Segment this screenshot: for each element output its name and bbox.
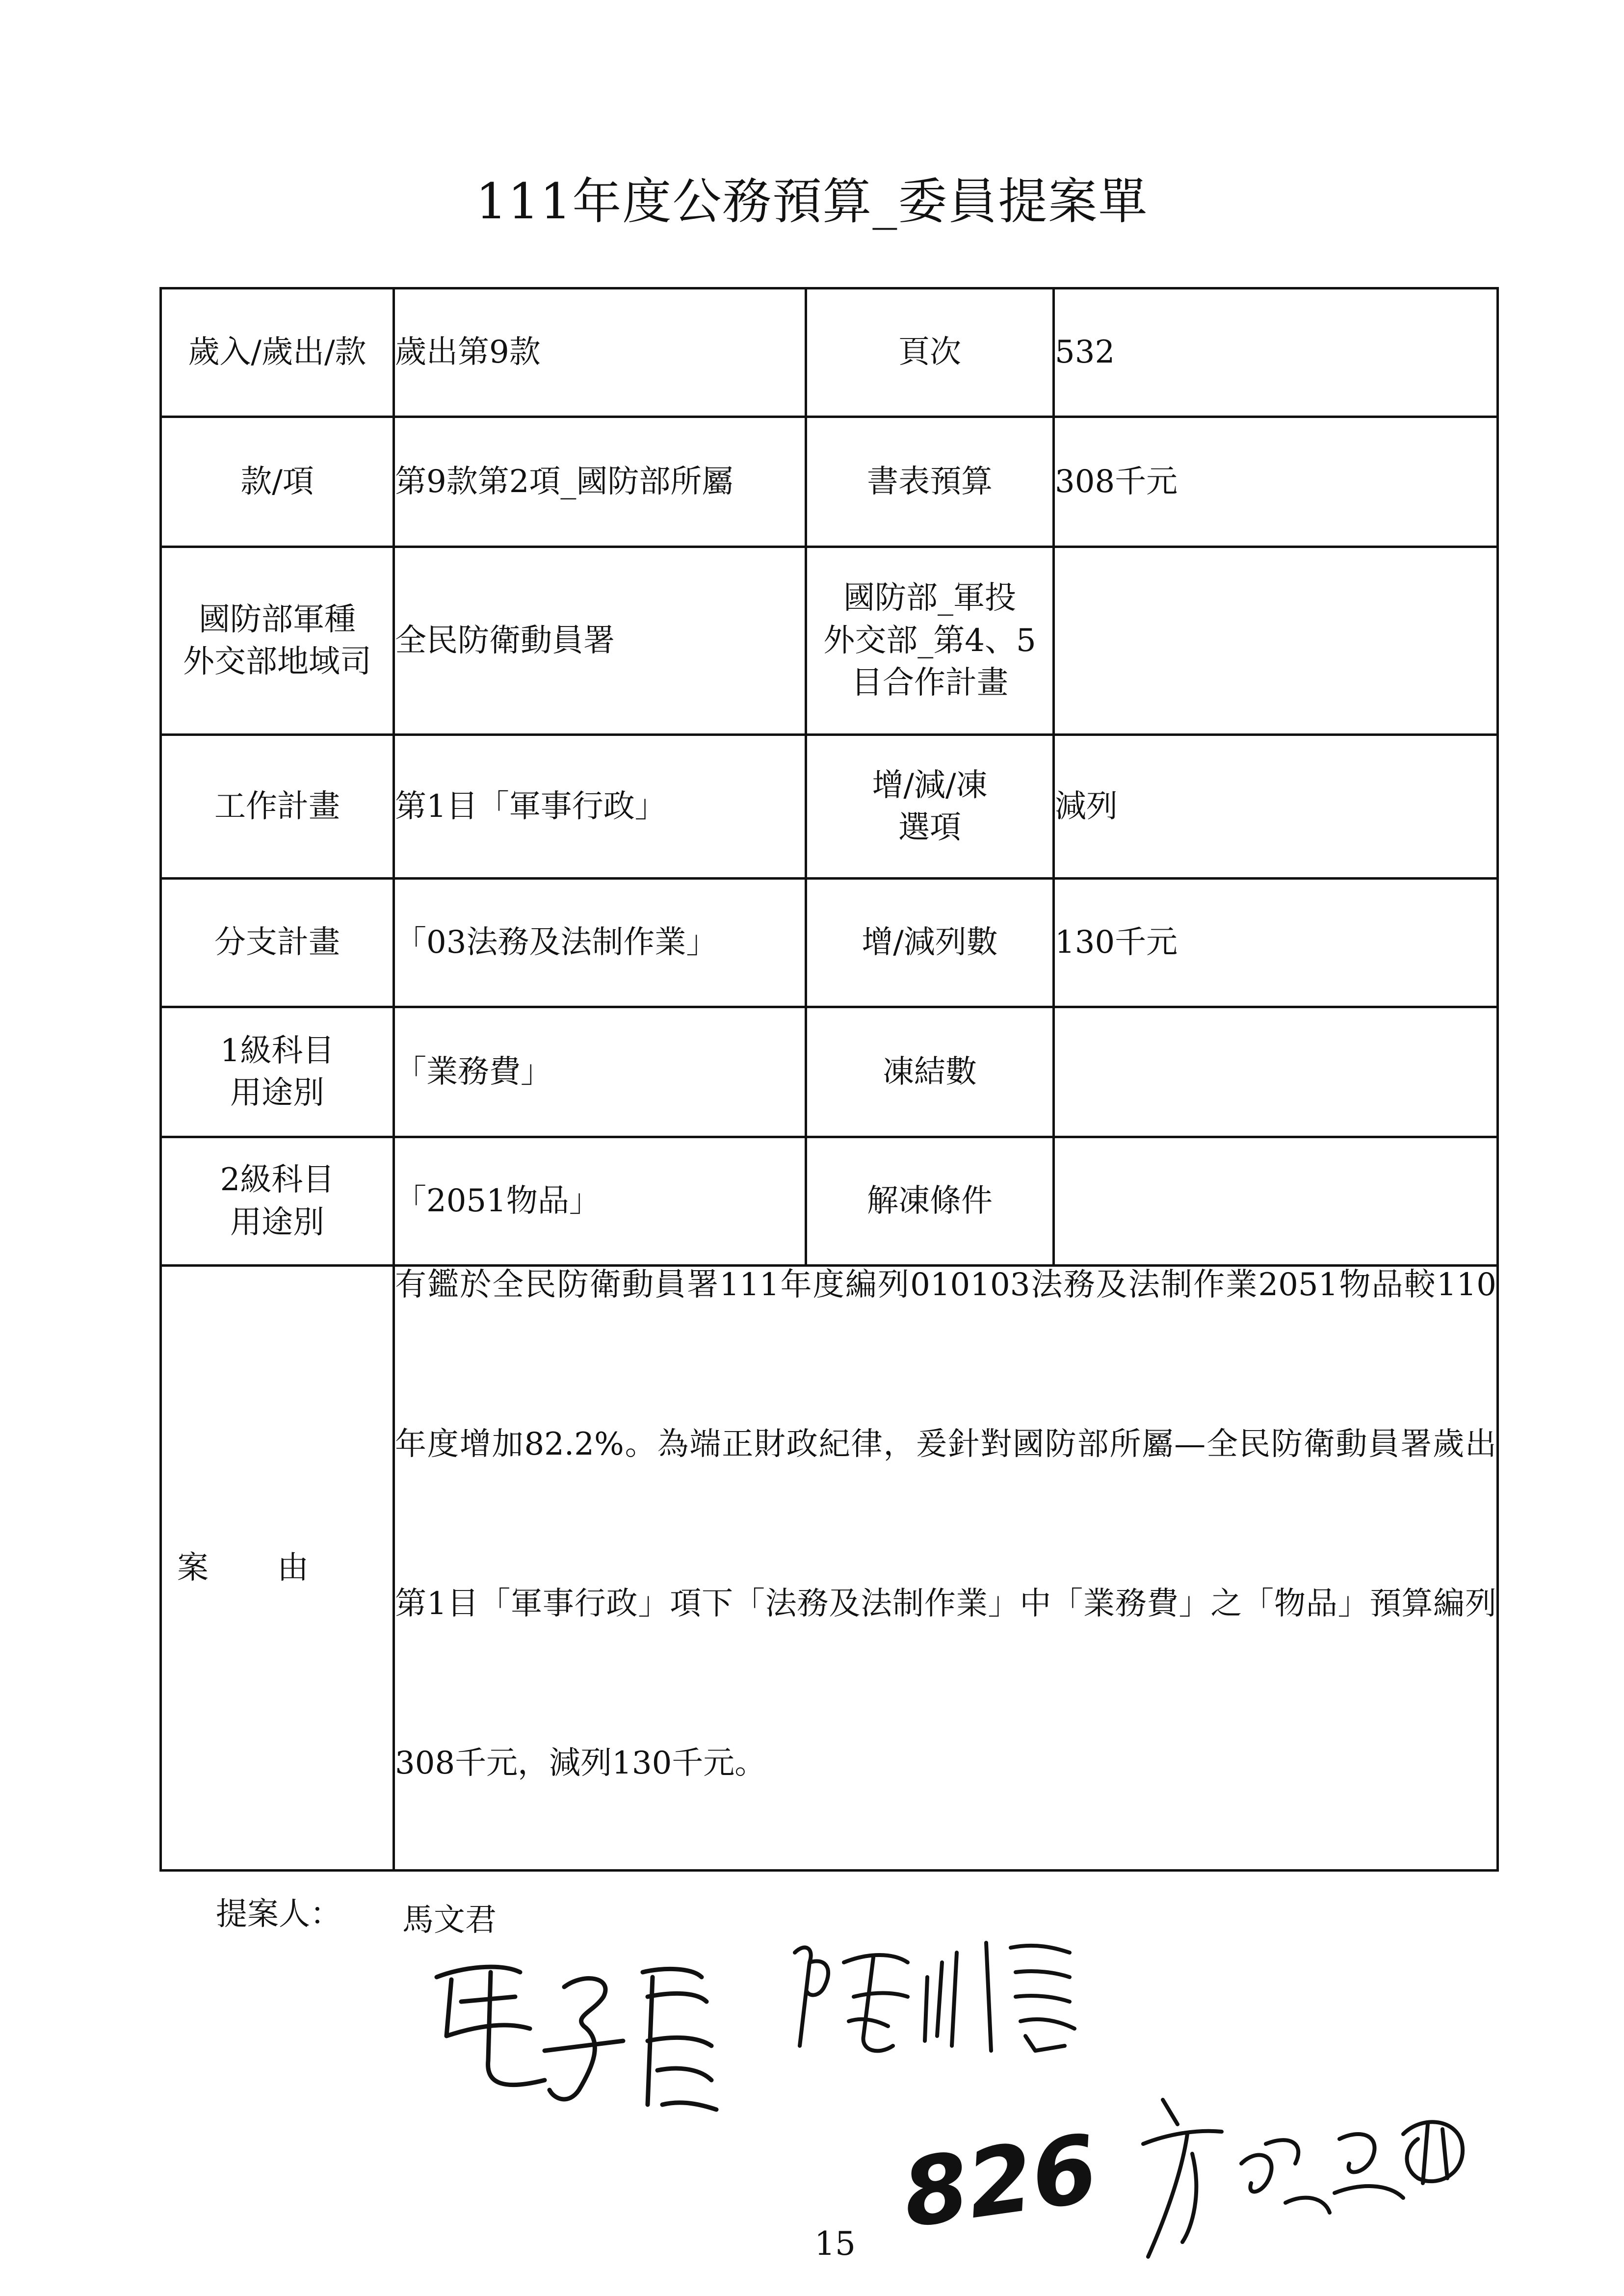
label-agency (161, 547, 394, 735)
table-row (161, 417, 1498, 547)
label-line: 國防部軍種 (199, 601, 356, 638)
value-book-budget: 308千元 (1054, 417, 1498, 547)
label-line: 1級科目 (220, 1032, 335, 1069)
label-line: 用途別 (230, 1204, 324, 1241)
label-freeze-amount: 凍結數 (806, 1007, 1054, 1137)
value-branch-plan: 「03法務及法制作業」 (394, 879, 806, 1007)
label-line: 目合作計畫 (851, 665, 1008, 702)
table-row (161, 1007, 1498, 1137)
value-level2-subject: 「2051物品」 (394, 1137, 806, 1266)
value-freeze-amount (1054, 1007, 1498, 1137)
value-reason (394, 1266, 1498, 1871)
label-book-budget: 書表預算 (806, 417, 1054, 547)
label-section-item: 款/項 (161, 417, 394, 547)
label-line: 外交部_第4、5 (823, 622, 1036, 659)
label-line: 外交部地域司 (183, 644, 371, 680)
value-page: 532 (1054, 288, 1498, 417)
label-reason: 案由 (161, 1266, 394, 1871)
label-line: 用途別 (230, 1075, 324, 1111)
label-work-plan: 工作計畫 (161, 735, 394, 879)
table-row (161, 547, 1498, 735)
page-number: 15 (814, 2225, 856, 2263)
signature-number (896, 2114, 1104, 2249)
form-title: 111年度公務預算_委員提案單 (475, 173, 1149, 230)
label-page: 頁次 (806, 288, 1054, 417)
label-line: 選項 (898, 809, 961, 846)
signature-number-text: 826 (896, 2114, 1104, 2249)
table-row (161, 735, 1498, 879)
label-unfreeze-condition: 解凍條件 (806, 1137, 1054, 1266)
label-line: 國防部_軍投 (843, 580, 1016, 617)
value-budget-category: 歲出第9款 (394, 288, 806, 417)
value-adjust-option: 減列 (1054, 735, 1498, 879)
value-section-item: 第9款第2項_國防部所屬 (394, 417, 806, 547)
table-row (161, 879, 1498, 1007)
value-agency: 全民防衛動員署 (394, 547, 806, 735)
label-line: 2級科目 (220, 1162, 335, 1199)
proposal-form-table (159, 287, 1499, 1872)
value-work-plan: 第1目「軍事行政」 (394, 735, 806, 879)
proposer-name: 馬文君 (402, 1902, 497, 1938)
label-branch-plan: 分支計畫 (161, 879, 394, 1007)
table-row (161, 1266, 1498, 1871)
reason-text: 有鑑於全民防衛動員署111年度編列010103法務及法制作業2051物品較110年度增加82.2%。為端正財政紀律，爰針對國防部所屬—全民防衛動員署歲出第1目「軍事行政」項下「法務及法制作業」中「業務費」之「物品」預算編列308千元，減列130千元。 (395, 1267, 1496, 1781)
table-row (161, 288, 1498, 417)
value-adjust-amount: 130千元 (1054, 879, 1498, 1007)
label-level2-subject (161, 1137, 394, 1266)
label-level1-subject (161, 1007, 394, 1137)
label-budget-category: 歲入/歲出/款 (161, 288, 394, 417)
label-cooperation-plan (806, 547, 1054, 735)
label-line: 增/減/凍 (872, 767, 988, 804)
label-adjust-option (806, 735, 1054, 879)
label-adjust-amount: 增/減列數 (806, 879, 1054, 1007)
value-level1-subject: 「業務費」 (394, 1007, 806, 1137)
signature-2 (780, 1923, 1094, 2070)
proposer-label: 提案人： (216, 1896, 341, 1932)
signature-1 (417, 1943, 721, 2129)
value-cooperation-plan (1054, 547, 1498, 735)
signature-3 (1128, 2080, 1472, 2267)
